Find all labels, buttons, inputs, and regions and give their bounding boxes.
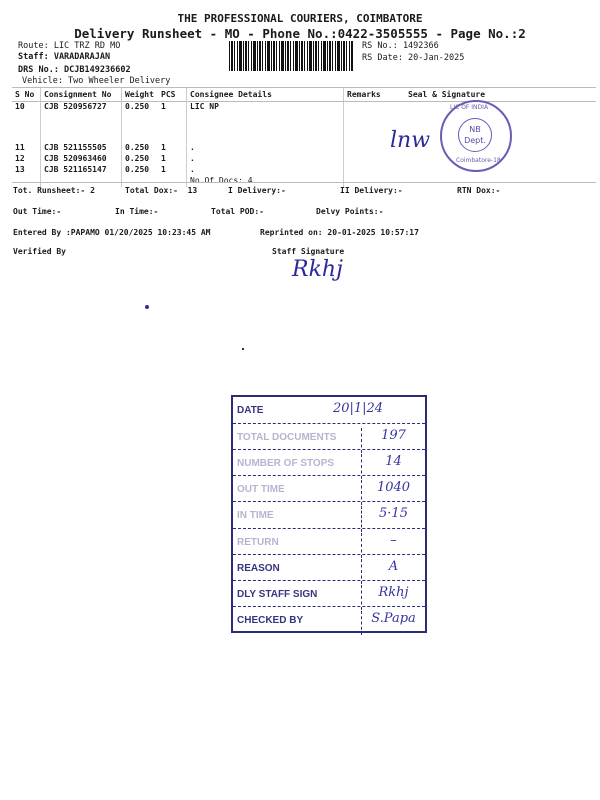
out-time: Out Time:- [13, 207, 62, 216]
stamp-row-out-time [233, 476, 425, 502]
tot-runsheet: Tot. Runsheet:- 2 [13, 186, 95, 195]
cell-pcs: 1 [161, 143, 166, 152]
cell-sno: 11 [15, 143, 25, 152]
rs-number: RS No.: 1492366 [362, 41, 439, 51]
ink-speck [145, 305, 149, 309]
cell-consignment: CJB 521165147 [41, 165, 122, 176]
cell-consignment: CJB 520956727 [41, 102, 122, 114]
stamp-label: DLY STAFF SIGN [237, 589, 318, 600]
col-weight: Weight [122, 88, 159, 102]
in-time: In Time:- [115, 207, 159, 216]
stamp-value: 1040 [361, 480, 425, 505]
col-sno: S No [12, 88, 41, 102]
stamp-label: IN TIME [237, 510, 274, 521]
stamp-label: TOTAL DOCUMENTS [237, 432, 337, 443]
stamp-value: 5·15 [361, 506, 425, 532]
stamp-value: A [361, 559, 425, 584]
i-delivery: I Delivery:- [228, 186, 286, 195]
seal-center-line2: Dept. [464, 136, 486, 145]
stamp-value: Rkhj [361, 585, 425, 610]
cell-consignee: . [187, 154, 344, 165]
consignee-signature: lnw [390, 128, 431, 153]
stamp-label: OUT TIME [237, 484, 285, 495]
seal-ring-bottom-text: Coimbatore-18 [456, 157, 501, 164]
stamp-row-in-time [233, 502, 425, 529]
cell-consignee: . [187, 143, 344, 154]
company-title: THE PROFESSIONAL COURIERS, COIMBATORE [177, 12, 423, 25]
docs-count: No.Of Docs: 4 [187, 176, 344, 187]
col-seal-signature: Seal & Signature [390, 88, 596, 102]
stamp-row-stops [233, 450, 425, 476]
cell-pcs: 1 [161, 165, 166, 174]
seal-ring-top-text: LIC OF INDIA [450, 104, 489, 111]
cell-consignment: CJB 521155505 [41, 143, 122, 154]
staff-signature-label: Staff Signature [272, 247, 345, 256]
stamp-value: – [361, 533, 425, 558]
cell-sno: 12 [15, 154, 25, 163]
table-header-row [12, 88, 596, 102]
drs-number: DRS No.: DCJB149236602 [18, 65, 131, 75]
cell-weight: 0.250 [122, 143, 159, 154]
stamp-label: NUMBER OF STOPS [237, 458, 335, 469]
col-pcs: PCS [158, 88, 187, 102]
cell-sno: 10 [15, 102, 25, 111]
route-label: Route: LIC TRZ RD MO [18, 41, 121, 51]
stamp-row-date [233, 397, 425, 424]
cell-weight: 0.250 [122, 102, 159, 114]
seal-center-line1: NB [469, 125, 481, 134]
stamp-label: REASON [237, 563, 280, 574]
cell-consignee: LIC NP [187, 102, 344, 114]
stamp-value: 197 [361, 428, 425, 453]
cell-pcs: 1 [161, 154, 166, 163]
stamp-value: 20|1|24 [332, 401, 384, 416]
stamp-label: DATE [237, 405, 264, 416]
col-consignee: Consignee Details [187, 88, 344, 102]
cell-weight: 0.250 [122, 154, 159, 165]
entered-by: Entered By :PAPAMO 01/20/2025 10:23:45 AM [13, 228, 211, 237]
verified-by: Verified By [13, 247, 66, 256]
table-bottom-divider [12, 182, 596, 183]
seal-center [458, 118, 492, 152]
total-dox: Total Dox:- 13 [125, 186, 198, 195]
ii-delivery: II Delivery:- [340, 186, 403, 195]
cell-remarks [344, 102, 391, 188]
stamp-row-checked-by [233, 607, 425, 631]
cell-weight: 0.250 [122, 165, 159, 176]
stamp-row-reason [233, 555, 425, 581]
runsheet-subtitle: Delivery Runsheet - MO - Phone No.:0422-3505555 - Page No.:2 [74, 26, 526, 41]
staff-label: Staff: VARADARAJAN [18, 52, 111, 62]
staff-signature: Rkhj [292, 257, 343, 282]
stamp-row-return [233, 529, 425, 555]
rtn-dox: RTN Dox:- [457, 186, 501, 195]
stamp-label: CHECKED BY [237, 615, 304, 626]
cell-pcs: 1 [161, 102, 166, 111]
delvy-points: Delvy Points:- [316, 207, 384, 216]
cell-consignment: CJB 520963460 [41, 154, 122, 165]
vehicle-label: Vehicle: Two Wheeler Delivery [22, 76, 171, 86]
col-consignment: Consignment No [41, 88, 122, 102]
stamp-value: 14 [361, 454, 425, 479]
table-row [12, 102, 596, 114]
stamp-label: RETURN [237, 537, 279, 548]
delivery-stamp-box [231, 395, 427, 633]
cell-sno: 13 [15, 165, 25, 174]
barcode-icon [229, 41, 353, 71]
rs-date: RS Date: 20-Jan-2025 [362, 53, 465, 63]
total-pod: Total POD:- [211, 207, 264, 216]
cell-consignee: . [187, 165, 344, 176]
stamp-row-total-documents [233, 424, 425, 450]
stamp-value: S.Papa [361, 611, 425, 635]
col-remarks: Remarks [344, 88, 391, 102]
stamp-row-dly-staff-sign [233, 581, 425, 607]
reprinted-on: Reprinted on: 20-01-2025 10:57:17 [260, 228, 419, 237]
ink-speck [242, 348, 244, 350]
